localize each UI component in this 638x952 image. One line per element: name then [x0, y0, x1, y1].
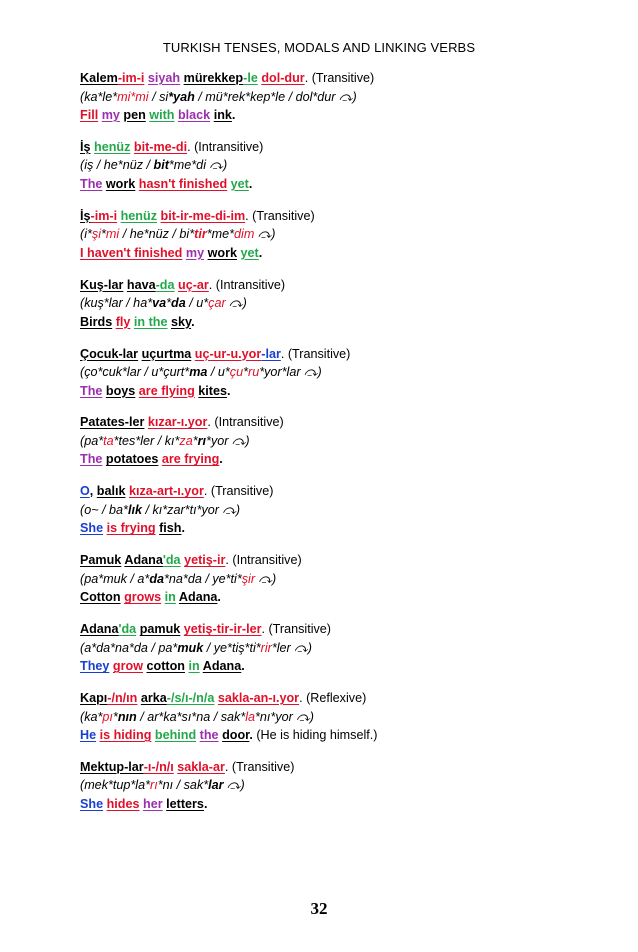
text-segment: . (Reflexive)	[299, 691, 367, 706]
text-segment: hava	[126, 277, 156, 292]
text-segment: . (Intransitive)	[207, 415, 284, 430]
text-segment: sakla-ar	[177, 759, 225, 774]
text-segment: ,	[89, 484, 97, 499]
text-segment: in	[164, 590, 176, 605]
text-segment: arka	[140, 691, 167, 706]
syllable-breakdown	[80, 776, 580, 795]
syllable-breakdown	[80, 501, 580, 520]
text-segment: ⤼)	[223, 778, 245, 793]
text-segment: ma	[189, 365, 208, 380]
turkish-sentence	[80, 69, 580, 88]
text-segment: hasn't finished	[138, 176, 228, 191]
text-segment: lar	[208, 778, 224, 793]
syllable-breakdown	[80, 708, 580, 727]
text-segment: / mü*rek*kep*le / dol*dur ⤼)	[194, 89, 357, 104]
text-segment: -im-i	[117, 71, 145, 85]
syllable-breakdown	[80, 570, 580, 589]
text-segment: sky	[171, 314, 192, 329]
text-segment: .	[219, 452, 223, 467]
text-segment: / sak*	[173, 778, 209, 793]
text-segment: .	[248, 176, 253, 191]
sentence-entry	[80, 69, 580, 125]
sentence-entry	[80, 482, 580, 538]
turkish-sentence	[80, 413, 580, 432]
text-segment: / kı*zar*tı*yor ⤼)	[141, 502, 241, 517]
text-segment: pen	[123, 108, 146, 122]
text-segment: mi	[105, 227, 120, 242]
syllable-breakdown	[80, 639, 580, 658]
text-segment: is frying	[106, 521, 156, 536]
text-segment: ink	[213, 108, 232, 122]
text-segment: şir	[241, 571, 256, 586]
text-segment: fly	[115, 314, 131, 329]
sentence-entry	[80, 413, 580, 469]
text-segment: Mektup-lar	[80, 759, 144, 774]
text-segment: nı	[162, 778, 174, 793]
english-translation	[80, 313, 580, 332]
text-segment: grow	[112, 659, 143, 674]
sentence-list	[80, 69, 580, 827]
text-segment: (i*	[80, 227, 92, 242]
text-segment: -da	[155, 277, 175, 292]
text-segment: my	[101, 108, 120, 122]
text-segment: . (Intransitive)	[208, 277, 286, 292]
text-segment: kıza-art-ı.yor	[129, 484, 204, 499]
text-segment: bit-ir-me-di-im	[160, 208, 246, 223]
text-segment: tir	[194, 227, 207, 242]
text-segment: (kuş*lar / ha*	[80, 296, 153, 311]
text-segment: work	[207, 245, 237, 260]
text-segment: .	[217, 590, 221, 605]
text-segment: my	[185, 245, 205, 260]
text-segment: *nı*yor ⤼)	[255, 709, 314, 724]
text-segment: . (Intransitive)	[187, 139, 264, 154]
text-segment: İş	[80, 208, 91, 223]
text-segment: (iş / he*nüz /	[80, 158, 154, 173]
text-segment: *	[101, 227, 106, 242]
syllable-breakdown	[80, 156, 580, 175]
sentence-entry	[80, 758, 580, 814]
text-segment: uçurtma	[141, 346, 192, 361]
text-segment: Adana	[124, 553, 163, 568]
text-segment: *la*	[130, 778, 151, 793]
text-segment: ru	[248, 365, 260, 380]
text-segment: is hiding	[99, 728, 152, 743]
text-segment: boys	[105, 383, 136, 398]
text-segment: mürekkep	[183, 71, 244, 85]
text-segment: *	[112, 709, 118, 724]
text-segment: in	[188, 659, 200, 674]
sentence-entry	[80, 276, 580, 332]
english-translation	[80, 106, 580, 125]
text-segment: *na*da / ye*ti*	[164, 571, 242, 586]
text-segment: / a*	[126, 571, 150, 586]
text-segment: ta	[103, 433, 114, 448]
english-translation	[80, 382, 580, 401]
english-translation	[80, 657, 580, 676]
text-segment: siyah	[147, 71, 181, 85]
text-segment: (ka*	[80, 709, 103, 724]
text-segment: / si	[148, 89, 169, 104]
text-segment: şi	[91, 227, 102, 242]
turkish-sentence	[80, 345, 580, 364]
text-segment: Patates-ler	[80, 415, 145, 430]
text-segment: They	[80, 659, 110, 674]
text-segment: -lar	[261, 346, 281, 361]
syllable-breakdown	[80, 294, 580, 313]
text-segment: ⤼)	[255, 571, 277, 586]
text-segment: kites	[198, 383, 228, 398]
text-segment: I haven't finished	[80, 245, 183, 260]
text-segment: yet	[230, 176, 249, 191]
text-segment: *	[166, 296, 172, 311]
english-translation	[80, 244, 580, 263]
english-translation	[80, 450, 580, 469]
text-segment: mi*mi	[117, 89, 149, 104]
english-translation	[80, 519, 580, 538]
syllable-breakdown	[80, 225, 580, 244]
text-segment: behind	[154, 728, 197, 743]
text-segment: cotton	[146, 659, 185, 674]
text-segment: -le	[243, 71, 258, 85]
text-segment: / u*	[185, 296, 209, 311]
text-segment: muk	[177, 640, 204, 655]
english-translation	[80, 588, 580, 607]
sentence-entry	[80, 345, 580, 401]
text-segment: / he*nüz / bi*	[119, 227, 195, 242]
text-segment: henüz	[94, 139, 131, 154]
text-segment: (pa*	[80, 571, 104, 586]
text-segment: / u*	[207, 365, 230, 380]
text-segment: -/s/ı-/n/a	[166, 691, 215, 706]
text-segment: Kalem	[80, 71, 118, 85]
text-segment: (a*da*na*da / pa*	[80, 640, 178, 655]
page-number: 32	[310, 899, 328, 918]
text-segment: -/n/ın	[107, 691, 138, 706]
text-segment: / ar*ka*sı*na / sak*	[136, 709, 246, 724]
sentence-entry	[80, 138, 580, 194]
text-segment: . (Transitive)	[224, 759, 295, 774]
turkish-sentence	[80, 138, 580, 157]
text-segment: Fill	[80, 108, 99, 122]
text-segment: sakla-an-ı.yor	[217, 691, 300, 706]
text-segment: muk	[103, 571, 127, 586]
text-segment: *me*	[206, 227, 235, 242]
text-segment: O	[80, 484, 90, 499]
text-segment: da	[149, 571, 165, 586]
text-segment: çu	[229, 365, 244, 380]
sentence-entry	[80, 551, 580, 607]
text-segment: 'da	[162, 553, 181, 568]
page-header: TURKISH TENSES, MODALS AND LINKING VERBS	[162, 40, 476, 55]
text-segment: She	[80, 521, 104, 536]
text-segment: *me*di ⤼)	[168, 158, 228, 173]
text-segment: *yor*lar ⤼)	[259, 365, 322, 380]
text-segment: her	[143, 796, 163, 811]
text-segment: dol-dur	[261, 71, 305, 85]
text-segment: ⤼)	[254, 227, 276, 242]
text-segment: (o~ / ba*	[80, 502, 128, 517]
sentence-entry	[80, 620, 580, 676]
text-segment: dim	[234, 227, 255, 242]
text-segment: in the	[133, 314, 168, 329]
text-segment: .	[227, 383, 231, 398]
text-segment: *	[243, 365, 249, 380]
text-segment: la	[245, 709, 256, 724]
text-segment: *tes*ler / kı*	[113, 433, 180, 448]
text-segment: bit	[153, 158, 169, 173]
text-segment: letters	[166, 796, 204, 811]
text-segment: . (Intransitive)	[225, 553, 302, 568]
text-segment: -ı-/n/ı	[143, 759, 174, 774]
text-segment: Birds	[80, 314, 113, 329]
text-segment: henüz	[120, 208, 157, 223]
text-segment: rir	[260, 640, 272, 655]
text-segment: Adana	[178, 590, 218, 605]
text-segment: The	[80, 383, 103, 398]
text-segment: .	[191, 314, 195, 329]
text-segment: *ler ⤼)	[271, 640, 312, 655]
text-segment: She	[80, 796, 104, 811]
text-segment: The	[80, 452, 103, 467]
turkish-sentence	[80, 207, 580, 226]
text-segment: He	[80, 728, 97, 743]
text-segment: rı	[197, 433, 207, 448]
text-segment: door	[222, 728, 250, 743]
turkish-sentence	[80, 758, 580, 777]
text-segment: tup	[112, 778, 131, 793]
text-segment: .	[203, 796, 208, 811]
text-segment: are frying	[161, 452, 220, 467]
text-segment: yetiş-ir	[184, 553, 226, 568]
text-segment: / ye*tiş*ti*	[203, 640, 261, 655]
text-segment: Kapı	[80, 691, 108, 706]
text-segment: İş	[80, 139, 91, 154]
text-segment: hides	[106, 796, 140, 811]
text-segment: with	[149, 108, 175, 122]
text-segment: -im-i	[90, 208, 118, 223]
text-segment: za	[179, 433, 193, 448]
text-segment: the	[199, 728, 219, 743]
text-segment: rı	[150, 778, 158, 793]
turkish-sentence	[80, 689, 580, 708]
text-segment: nın	[117, 709, 137, 724]
text-segment: . (Transitive)	[261, 622, 331, 637]
text-segment: (ço*cuk*lar / u*çurt*	[80, 365, 190, 380]
text-segment: (ka*le*	[80, 89, 118, 104]
text-segment: potatoes	[105, 452, 159, 467]
sentence-entry	[80, 207, 580, 263]
text-segment: . (Transitive)	[203, 484, 274, 499]
syllable-breakdown	[80, 88, 580, 107]
sentence-entry	[80, 689, 580, 745]
text-segment: yetiş-tir-ir-ler	[183, 622, 262, 637]
text-segment: uç-ar	[178, 277, 209, 292]
text-segment: .	[231, 108, 236, 122]
text-segment: . (Transitive)	[304, 71, 375, 85]
text-segment: black	[177, 108, 211, 122]
text-segment: *	[157, 778, 163, 793]
text-segment: *yah	[168, 89, 195, 104]
text-segment: (mek*	[80, 778, 113, 793]
turkish-sentence	[80, 276, 580, 295]
text-segment: grows	[124, 590, 162, 605]
text-segment: pamuk	[139, 622, 181, 637]
syllable-breakdown	[80, 363, 580, 382]
text-segment: Kuş-lar	[80, 277, 124, 292]
text-segment: lık	[127, 502, 142, 517]
text-segment: fish	[159, 521, 182, 536]
text-segment: da	[171, 296, 186, 311]
text-segment: work	[105, 176, 136, 191]
syllable-breakdown	[80, 432, 580, 451]
turkish-sentence	[80, 551, 580, 570]
text-segment: uç-ur-u.yor	[194, 346, 262, 361]
text-segment: . (Transitive)	[245, 208, 315, 223]
text-segment: Cotton	[80, 590, 121, 605]
text-segment: Adana	[202, 659, 242, 674]
text-segment: Pamuk	[80, 553, 122, 568]
text-segment: kızar-ı.yor	[147, 415, 208, 430]
text-segment: balık	[96, 484, 126, 499]
text-segment: bit-me-di	[133, 139, 188, 154]
text-segment: The	[80, 176, 103, 191]
text-segment: yet	[240, 245, 259, 260]
text-segment: 'da	[118, 622, 137, 637]
text-segment: çar	[208, 296, 226, 311]
english-translation	[80, 726, 580, 745]
text-segment: are flying	[138, 383, 195, 398]
text-segment: pı	[102, 709, 113, 724]
text-segment: . (Transitive)	[280, 346, 351, 361]
text-segment: ⤼)	[225, 296, 247, 311]
text-segment: (pa*	[80, 433, 104, 448]
text-segment: (He is hiding himself.)	[256, 728, 378, 743]
text-segment: Çocuk-lar	[80, 346, 139, 361]
english-translation	[80, 795, 580, 814]
text-segment: .	[249, 728, 257, 743]
text-segment: va	[152, 296, 167, 311]
text-segment: .	[181, 521, 185, 536]
text-segment: Adana	[80, 622, 119, 637]
text-segment: *	[192, 433, 198, 448]
turkish-sentence	[80, 482, 580, 501]
turkish-sentence	[80, 620, 580, 639]
text-segment: .	[258, 245, 263, 260]
english-translation	[80, 175, 580, 194]
text-segment: *yor ⤼)	[206, 433, 250, 448]
text-segment: .	[241, 659, 245, 674]
